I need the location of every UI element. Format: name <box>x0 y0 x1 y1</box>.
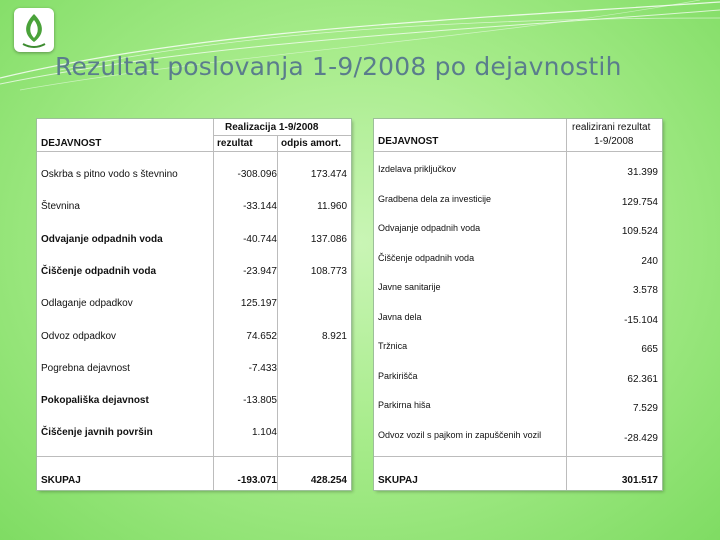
table-row-activity: Čiščenje javnih površin <box>41 427 153 439</box>
column-header-realized: realizirani rezultat <box>572 122 651 133</box>
total-result: -193.071 <box>237 475 277 486</box>
table-row-activity: Oskrba s pitno vodo s števnino <box>41 169 178 180</box>
group-header: Realizacija 1-9/2008 <box>225 122 319 133</box>
table-row-result: 1.104 <box>251 427 277 439</box>
table-row-value: -15.104 <box>624 314 658 326</box>
slide-title: Rezultat poslovanja 1-9/2008 po dejavnostih <box>55 52 622 81</box>
table-row-activity: Javne sanitarije <box>378 282 441 292</box>
table-row-value: 109.524 <box>621 226 658 237</box>
leaf-drop-logo-icon <box>14 8 54 52</box>
column-header-period: 1-9/2008 <box>594 136 634 147</box>
table-row-value: 129.754 <box>621 196 658 208</box>
table-row-activity: Odvajanje odpadnih voda <box>378 223 481 233</box>
table-row-activity: Izdelava priključkov <box>378 164 457 174</box>
table-row-activity: Odlaganje odpadkov <box>41 298 133 310</box>
table-row-result: -40.744 <box>243 233 277 245</box>
table-row-depreciation: 11.960 <box>317 201 347 213</box>
right-results-table <box>374 119 662 490</box>
total-value: 301.517 <box>621 475 658 486</box>
column-header-depreciation: odpis amort. <box>281 138 342 149</box>
table-row-value: 240 <box>641 255 658 267</box>
total-label: SKUPAJ <box>41 475 81 486</box>
table-row-activity: Odvajanje odpadnih voda <box>41 233 163 245</box>
table-row-activity: Gradbena dela za investicije <box>378 193 492 204</box>
table-row-activity: Čiščenje odpadnih voda <box>41 265 157 277</box>
table-row-activity: Parkirna hiša <box>378 400 431 410</box>
table-row-result: -13.805 <box>243 395 277 407</box>
decorative-swoosh <box>0 0 720 100</box>
table-row-depreciation: 108.773 <box>310 265 347 277</box>
table-row-activity: Odvoz vozil s pajkom in zapuščenih vozil <box>378 429 542 440</box>
table-row-depreciation: 137.086 <box>310 233 347 245</box>
column-header-result: rezultat <box>217 138 253 149</box>
table-row-activity: Pogrebna dejavnost <box>41 362 130 374</box>
table-row-activity: Čiščenje odpadnih voda <box>378 252 475 263</box>
total-label: SKUPAJ <box>378 475 418 486</box>
table-row-activity: Odvoz odpadkov <box>41 330 117 342</box>
table-row-activity: Parkirišča <box>378 370 418 381</box>
column-header-activity: DEJAVNOST <box>378 136 439 147</box>
left-results-table <box>37 119 351 490</box>
company-logo <box>14 8 54 52</box>
table-row-value: 665 <box>641 344 658 355</box>
table-row-result: 74.652 <box>246 330 277 342</box>
table-row-result: -308.096 <box>237 169 277 180</box>
table-row-result: -23.947 <box>243 265 277 277</box>
table-row-result: -33.144 <box>243 201 277 213</box>
table-row-result: -7.433 <box>248 362 277 374</box>
table-row-activity: Tržnica <box>378 341 408 351</box>
table-row-value: 31.399 <box>627 167 658 178</box>
table-row-activity: Števnina <box>41 201 80 213</box>
total-depreciation: 428.254 <box>310 475 347 486</box>
table-row-activity: Pokopališka dejavnost <box>41 395 149 407</box>
table-row-value: 62.361 <box>627 373 658 385</box>
table-row-value: -28.429 <box>624 432 658 444</box>
table-row-activity: Javna dela <box>378 311 422 322</box>
table-row-depreciation: 8.921 <box>321 330 347 342</box>
column-header-activity: DEJAVNOST <box>41 138 102 149</box>
table-row-depreciation: 173.474 <box>310 169 347 180</box>
table-row-result: 125.197 <box>240 298 277 310</box>
table-row-value: 7.529 <box>632 403 658 414</box>
table-row-value: 3.578 <box>632 285 658 296</box>
